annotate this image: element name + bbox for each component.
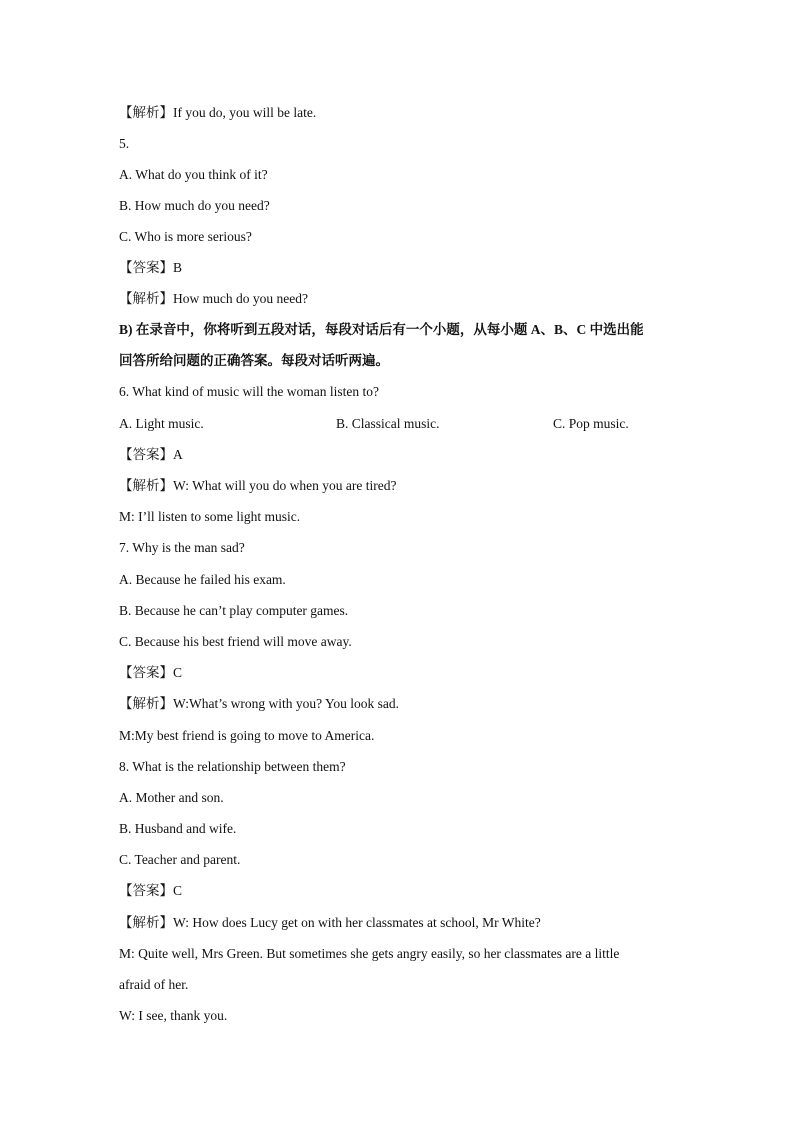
dialogue-line-continued: afraid of her. <box>119 977 189 992</box>
option-a: A. What do you think of it? <box>119 167 268 182</box>
option-b: B. Because he can’t play computer games. <box>119 603 349 618</box>
dialogue-line: W: I see, thank you. <box>119 1008 228 1023</box>
q6-option-a: A. Light music. <box>119 416 204 431</box>
section-instruction-continued: 回答所给问题的正确答案。每段对话听两遍。 <box>119 353 389 368</box>
option-a: A. Because he failed his exam. <box>119 572 286 587</box>
option-b: B. Husband and wife. <box>119 821 237 836</box>
analysis-line: 【解析】W: What will you do when you are tired? <box>119 478 397 493</box>
analysis-line: 【解析】If you do, you will be late. <box>119 105 317 120</box>
option-c: C. Who is more serious? <box>119 229 252 244</box>
option-c: C. Teacher and parent. <box>119 852 241 867</box>
q6-option-c: C. Pop music. <box>553 416 629 431</box>
answer-line: 【答案】C <box>119 665 183 680</box>
dialogue-line: M: Quite well, Mrs Green. But sometimes she gets angry easily, so her classmates are a little <box>119 946 620 961</box>
question-number: 5. <box>119 136 130 151</box>
answer-line: 【答案】C <box>119 883 183 898</box>
option-b: B. How much do you need? <box>119 198 270 213</box>
question-7: 7. Why is the man sad? <box>119 540 245 555</box>
analysis-line: 【解析】W:What’s wrong with you? You look sad. <box>119 696 399 711</box>
option-c: C. Because his best friend will move away. <box>119 634 352 649</box>
analysis-line: 【解析】W: How does Lucy get on with her classmates at school, Mr White? <box>119 915 541 930</box>
option-a: A. Mother and son. <box>119 790 224 805</box>
question-6: 6. What kind of music will the woman listen to? <box>119 384 379 399</box>
dialogue-line: M:My best friend is going to move to America. <box>119 728 375 743</box>
answer-line: 【答案】B <box>119 260 183 275</box>
section-instruction: B) 在录音中，你将听到五段对话，每段对话后有一个小题，从每小题 A、B、C 中选出能 <box>119 322 644 337</box>
answer-line: 【答案】A <box>119 447 183 462</box>
question-8: 8. What is the relationship between them? <box>119 759 346 774</box>
q6-option-b: B. Classical music. <box>336 416 440 431</box>
analysis-line: 【解析】How much do you need? <box>119 291 308 306</box>
dialogue-line: M: I’ll listen to some light music. <box>119 509 301 524</box>
